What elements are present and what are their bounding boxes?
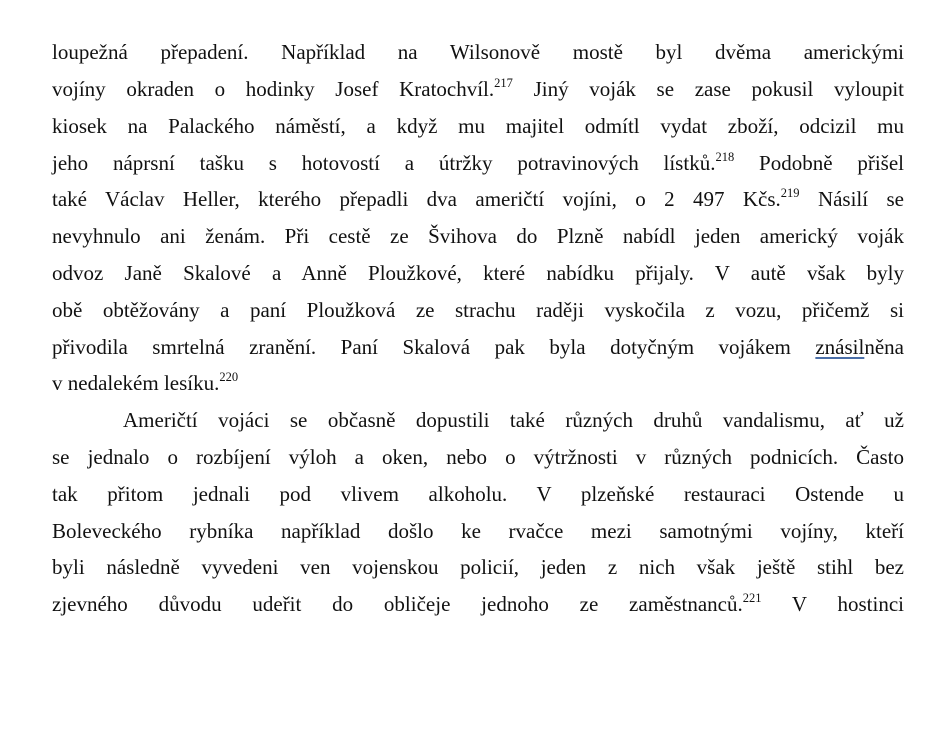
text-segment: odvoz Janě Skalové a Anně Ploužkové, které nabídku přijaly. V autě však byly <box>52 260 904 285</box>
text-segment: Boleveckého rybníka například došlo ke rvačce mezi samotnými vojíny, kteří <box>52 518 904 543</box>
text-segment: se jednalo o rozbíjení výloh a oken, nebo o výtržnosti v různých podnicích. Často <box>52 444 904 469</box>
text-segment: byli následně vyvedeni ven vojenskou policií, jeden z nich však ještě stihl bez <box>52 555 904 580</box>
text-line <box>52 476 904 513</box>
text-segment: kiosek na Palackého náměstí, a když mu majitel odmítl vydat zboží, odcizil mu <box>52 113 904 138</box>
text-segment: jeho náprsní tašku s hotovostí a útržky potravinových lístků. <box>52 150 716 175</box>
text-segment: vojíny okraden o hodinky Josef Kratochvíl. <box>52 77 495 101</box>
text-segment: loupežná přepadení. Například na Wilsonově mostě byl dvěma americkými <box>52 40 904 64</box>
text-segment: obě obtěžovány a paní Ploužková ze strachu raději vyskočila z vozu, přičemž si <box>52 297 904 322</box>
text-line <box>52 586 904 623</box>
footnote-ref-217[interactable]: 217 <box>494 76 513 90</box>
text-line <box>52 549 904 586</box>
footnote-ref-220[interactable]: 220 <box>219 370 239 385</box>
text-segment: Násilí se <box>799 187 904 212</box>
text-line <box>52 292 904 329</box>
spellcheck-underlined-word[interactable]: znásil <box>815 334 865 359</box>
text-segment: Američtí vojáci se občasně dopustili také různých druhů vandalismu, ať už <box>123 408 904 433</box>
text-segment: nevyhnulo ani ženám. Při cestě ze Švihova do Plzně nabídl jeden americký voják <box>52 224 904 249</box>
text-line <box>52 218 904 255</box>
footnote-ref-221[interactable]: 221 <box>742 591 762 606</box>
text-line <box>52 329 904 366</box>
text-segment: v nedalekém lesíku. <box>52 371 220 396</box>
text-line <box>52 255 904 292</box>
text-segment: tak přitom jednali pod vlivem alkoholu. V plzeňské restauraci Ostende u <box>52 481 904 506</box>
document-page <box>52 0 904 623</box>
footnote-ref-218[interactable]: 218 <box>715 149 735 164</box>
text-line <box>52 33 904 71</box>
text-segment: Jiný voják se zase pokusil vyloupit <box>512 77 904 101</box>
text-line <box>52 145 904 182</box>
footnote-ref-219[interactable]: 219 <box>780 186 800 201</box>
text-line <box>52 439 904 476</box>
text-segment: Podobně přišel <box>734 150 905 175</box>
text-segment: něna <box>864 334 904 359</box>
text-line <box>52 71 904 108</box>
text-segment: také Václav Heller, kterého přepadli dva američtí vojíni, o 2 497 Kčs. <box>52 187 781 212</box>
text-line <box>52 181 904 218</box>
text-line <box>52 402 904 439</box>
text-line <box>52 513 904 550</box>
text-line <box>52 108 904 145</box>
paragraph-1 <box>52 33 904 402</box>
text-segment: přivodila smrtelná zranění. Paní Skalová pak byla dotyčným vojákem <box>52 334 816 359</box>
text-segment: zjevného důvodu udeřit do obličeje jednoho ze zaměstnanců. <box>52 592 743 617</box>
paragraph-2 <box>52 402 904 623</box>
text-line <box>52 365 904 402</box>
text-segment: V hostinci <box>761 592 904 617</box>
